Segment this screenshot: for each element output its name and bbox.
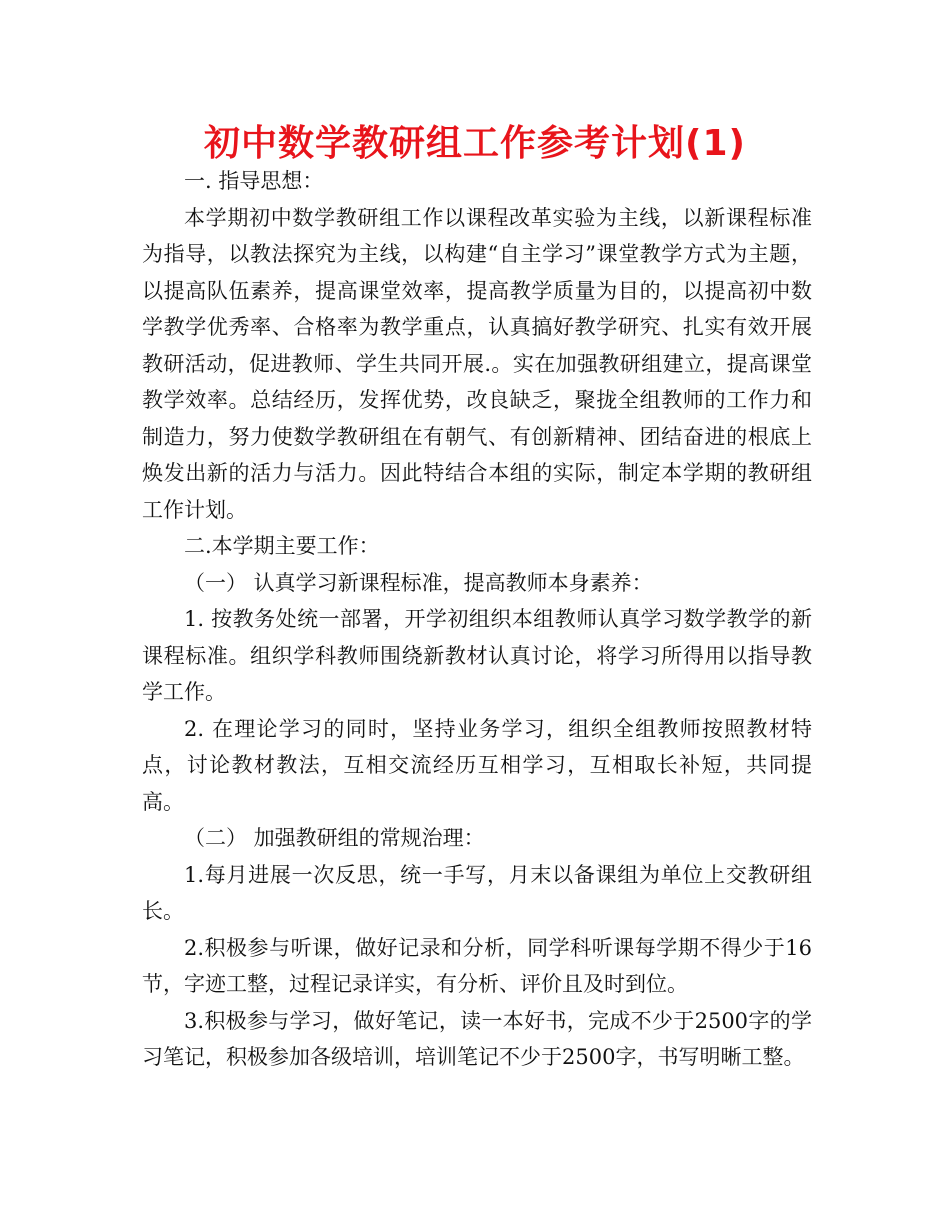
document-title: 初中数学教研组工作参考计划(1): [204, 123, 746, 164]
subsection-heading-1: （一） 认真学习新课程标准，提高教师本身素养：: [184, 570, 653, 595]
list-item: 1. 按教务处统一部署，开学初组织本组教师认真学习数学教学的新课程标准。组织学科教师围绕新教材认真讨论，将学习所得用以指导教学工作。: [142, 607, 812, 704]
list-item: 2.积极参与听课，做好记录和分析，同学科听课每学期不得少于16节，字迹工整，过程记录详实，有分析、评价且及时到位。: [142, 935, 812, 996]
list-item: 2. 在理论学习的同时，坚持业务学习，组织全组教师按照教材特点，讨论教材教法，互相交流经历互相学习，互相取长补短，共同提高。: [142, 716, 812, 814]
list-item: 3.积极参与学习，做好笔记，读一本好书，完成不少于2500字的学习笔记，积极参加各级培训，培训笔记不少于2500字，书写明晰工整。: [142, 1008, 812, 1069]
section-heading-main-work: 二.本学期主要工作：: [184, 534, 380, 558]
section-heading-guiding-thought: 一. 指导思想：: [184, 169, 324, 193]
list-item: 1.每月进展一次反思，统一手写，月末以备课组为单位上交教研组长。: [142, 862, 812, 923]
document-body: [142, 163, 812, 1076]
paragraph-guiding-thought: 本学期初中数学教研组工作以课程改革实验为主线，以新课程标准为指导，以教法探究为主线，以构建“自主学习”课堂教学方式为主题，以提高队伍素养，提高课堂效率，提高教学质量为目的，以提高初中数学教学优秀率、合格率为教学重点，认真搞好教学研究、扎实有效开展教研活动，促进教师、学生共同开展.。实在加强教研组建立，提高课堂教学效率。总结经历，发挥优势，改良缺乏，聚拢全组教师的工作力和制造力，努力使数学教研组在有朝气、有创新精神、团结奋进的根底上焕发出新的活力与活力。因此特结合本组的实际，制定本学期的教研组工作计划。: [142, 205, 812, 522]
subsection-heading-2: （二） 加强教研组的常规治理：: [184, 826, 485, 850]
